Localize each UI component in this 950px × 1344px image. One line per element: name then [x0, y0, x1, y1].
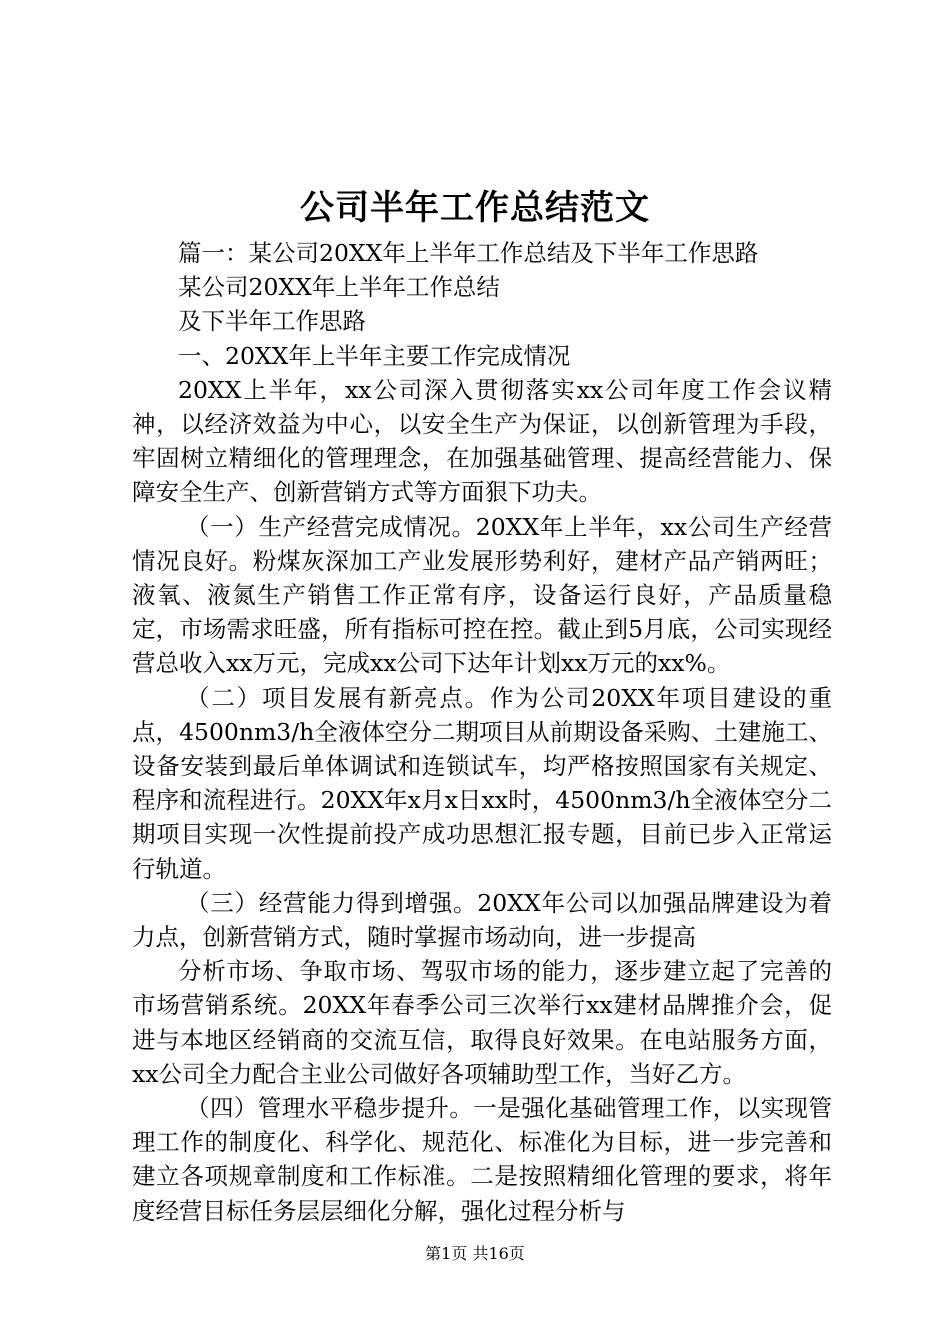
- document-title: 公司半年工作总结范文: [300, 188, 650, 228]
- paragraph: 一、20XX年上半年主要工作完成情况: [178, 341, 571, 370]
- paragraph: 20XX上半年，xx公司深入贯彻落实xx公司年度工作会议精神，以经济效益为中心，以安全生产为保证，以创新管理为手段，牢固树立精细化的管理理念，在加强基础管理、提高经营能力、保障安全生产、创新营销方式等方面狠下功夫。: [132, 375, 832, 507]
- paragraph: （二）项目发展有新亮点。作为公司20XX年项目建设的重点，4500nm3/h全液体空分二期项目从前期设备采购、土建施工、设备安装到最后单体调试和连锁试车，均严格按照国家有关规定、程序和流程进行。20XX年x月x日xx时，4500nm3/h全液体空分二期项目实现一次性提前投产成功思想汇报专题，目前已步入正常运行轨道。: [132, 683, 832, 883]
- paragraph: 篇一：某公司20XX年上半年工作总结及下半年工作思路: [178, 239, 759, 267]
- paragraph: 分析市场、争取市场、驾驭市场的能力，逐步建立起了完善的市场营销系统。20XX年春季公司三次举行xx建材品牌推介会，促进与本地区经销商的交流互信，取得良好效果。在电站服务方面，xx公司全力配合主业公司做好各项辅助型工作，当好乙方。: [132, 957, 832, 1088]
- paragraph: （一）生产经营完成情况。20XX年上半年，xx公司生产经营情况良好。粉煤灰深加工产业发展形势利好，建材产品产销两旺；液氧、液氮生产销售工作正常有序，设备运行良好，产品质量稳定，市场需求旺盛，所有指标可控在控。截止到5月底，公司实现经营总收入xx万元，完成xx公司下达年计划xx万元的xx%。: [132, 512, 832, 678]
- paragraph: （四）管理水平稳步提升。一是强化基础管理工作，以实现管理工作的制度化、科学化、规范化、标准化为目标，进一步完善和建立各项规章制度和工作标准。二是按照精细化管理的要求，将年度经营目标任务层层细化分解，强化过程分析与: [132, 1094, 832, 1225]
- paragraph: 某公司20XX年上半年工作总结: [178, 273, 500, 302]
- document-body: [132, 236, 832, 1228]
- paragraph: 及下半年工作思路: [178, 307, 366, 336]
- page-number-footer: 第1页 共16页: [425, 1244, 525, 1263]
- paragraph: （三）经营能力得到增强。20XX年公司以加强品牌建设为着力点，创新营销方式，随时掌握市场动向，进一步提高: [132, 888, 832, 952]
